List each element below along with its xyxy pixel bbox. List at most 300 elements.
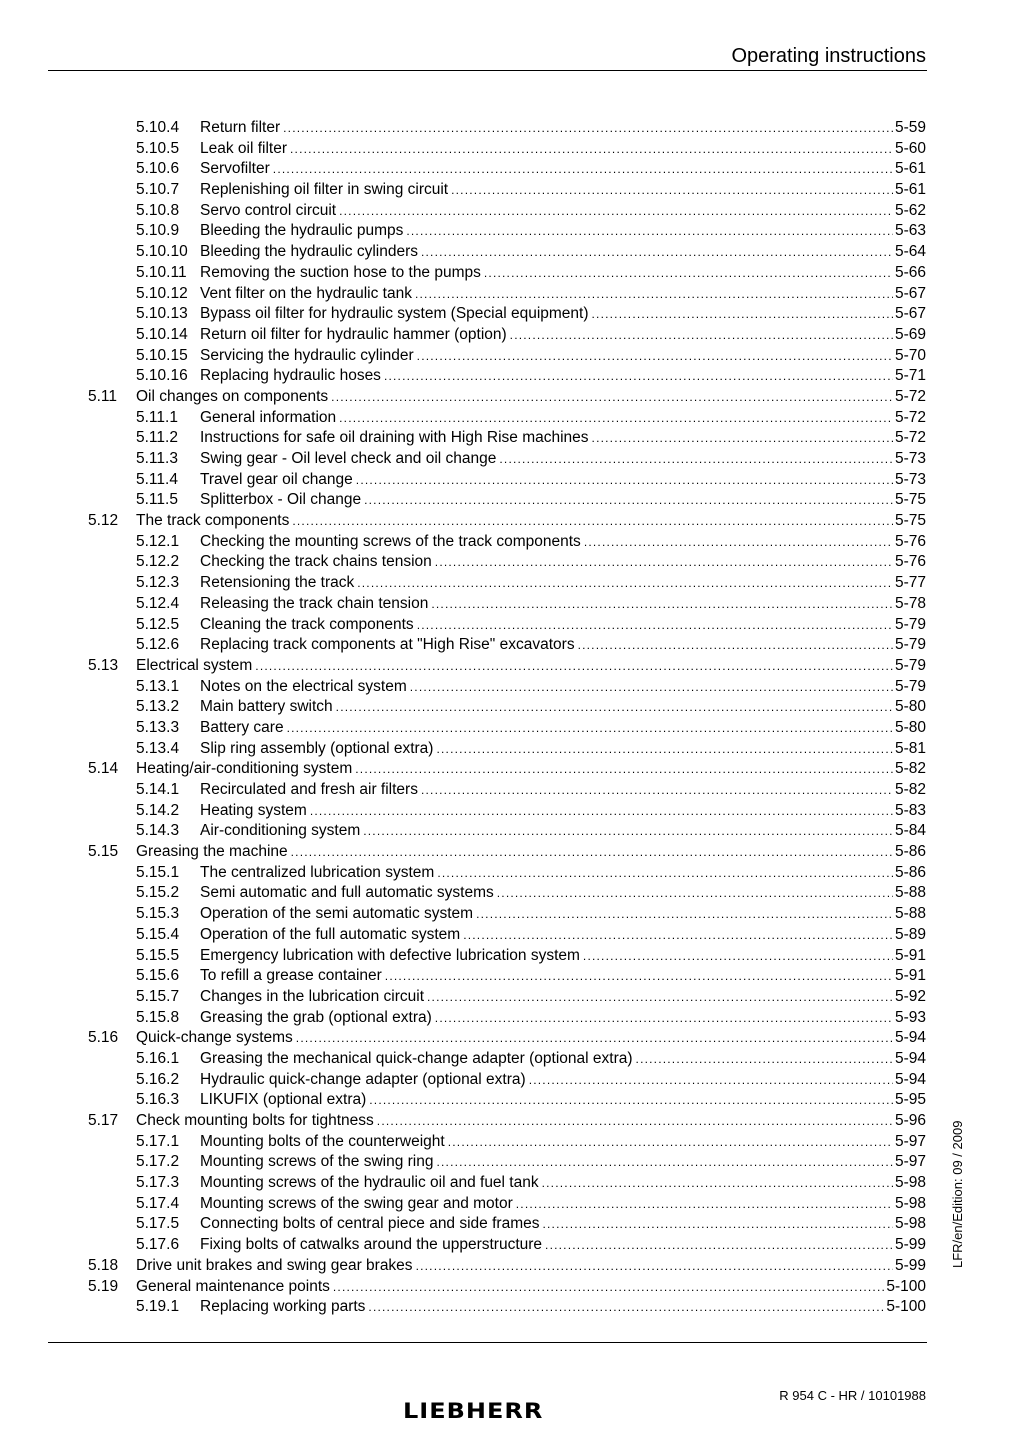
toc-entry-page: 5-99 xyxy=(894,1256,926,1274)
toc-dot-leader xyxy=(415,284,893,305)
toc-entry-number: 5.11.4 xyxy=(136,470,178,488)
toc-entry-title: Replacing working parts xyxy=(200,1298,366,1316)
toc-entry[interactable] xyxy=(0,842,1024,863)
toc-entry[interactable] xyxy=(0,490,1024,511)
toc-entry-number: 5.17.6 xyxy=(136,1236,180,1254)
toc-entry[interactable] xyxy=(0,1194,1024,1215)
header-divider xyxy=(48,70,927,71)
toc-dot-leader xyxy=(427,987,893,1008)
toc-entry-leader-line xyxy=(136,1277,926,1298)
toc-dot-leader xyxy=(421,780,893,801)
toc-entry-title: Hydraulic quick-change adapter (optional extra) xyxy=(200,1070,526,1088)
toc-entry-number: 5.10.6 xyxy=(136,160,180,178)
toc-entry-leader-line xyxy=(200,1297,926,1318)
toc-entry-number: 5.15.4 xyxy=(136,925,180,943)
toc-entry-title: Swing gear - Oil level check and oil change xyxy=(200,450,497,467)
toc-dot-leader xyxy=(355,759,893,780)
toc-entry-title: Check mounting bolts for tightness xyxy=(136,1112,374,1129)
toc-entry-page: 5-76 xyxy=(894,532,926,550)
toc-entry-leader-line xyxy=(200,1132,926,1153)
toc-dot-leader xyxy=(287,718,893,739)
toc-entry-leader-line xyxy=(200,1049,926,1070)
toc-entry-leader-line xyxy=(200,532,926,553)
toc-entry-page: 5-94 xyxy=(894,1049,926,1067)
toc-entry[interactable] xyxy=(0,304,1024,325)
toc-entry-leader-line xyxy=(200,408,926,429)
toc-dot-leader xyxy=(542,1173,893,1194)
toc-entry[interactable] xyxy=(0,428,1024,449)
toc-entry[interactable] xyxy=(0,1214,1024,1235)
toc-entry-number: 5.13.1 xyxy=(136,677,180,695)
toc-entry-title: Travel gear oil change xyxy=(200,470,353,488)
toc-entry-title: Drive unit brakes and swing gear brakes xyxy=(136,1256,413,1274)
toc-dot-leader xyxy=(476,904,893,925)
toc-entry-title: Operation of the semi automatic system xyxy=(200,905,474,923)
toc-entry[interactable] xyxy=(0,180,1024,201)
toc-entry-number: 5.15.6 xyxy=(136,967,180,985)
toc-entry-number: 5.13.3 xyxy=(136,718,180,736)
toc-entry-title: Electrical system xyxy=(136,656,253,674)
toc-entry-leader-line xyxy=(200,946,926,967)
toc-entry-leader-line xyxy=(200,263,926,284)
toc-entry[interactable] xyxy=(0,1235,1024,1256)
toc-entry[interactable] xyxy=(0,1070,1024,1091)
toc-dot-leader xyxy=(592,304,893,325)
toc-dot-leader xyxy=(421,242,893,263)
toc-entry[interactable] xyxy=(0,594,1024,615)
toc-entry-title: Operation of the full automatic system xyxy=(200,925,461,943)
toc-entry-page: 5-61 xyxy=(894,181,926,199)
toc-entry-leader-line xyxy=(200,863,926,884)
toc-entry-number: 5.10.12 xyxy=(136,284,188,302)
toc-entry-page: 5-84 xyxy=(894,822,926,840)
toc-entry[interactable] xyxy=(0,573,1024,594)
toc-entry-number: 5.14.2 xyxy=(136,801,180,819)
toc-entry-title: Servo control circuit xyxy=(200,201,337,219)
toc-dot-leader xyxy=(499,449,893,470)
toc-entry-title: Checking the mounting screws of the track components xyxy=(200,532,581,550)
toc-entry-page: 5-81 xyxy=(894,739,926,757)
toc-entry-page: 5-71 xyxy=(894,367,926,385)
toc-entry-title: Mounting screws of the swing gear and motor xyxy=(200,1194,513,1212)
toc-entry[interactable] xyxy=(0,987,1024,1008)
toc-entry-page: 5-72 xyxy=(894,408,926,426)
toc-entry[interactable] xyxy=(0,946,1024,967)
toc-dot-leader xyxy=(283,118,893,139)
toc-dot-leader xyxy=(636,1049,893,1070)
toc-entry-leader-line xyxy=(200,594,926,615)
toc-entry-leader-line xyxy=(200,449,926,470)
toc-entry-title: Battery care xyxy=(200,718,284,736)
toc-entry[interactable] xyxy=(0,821,1024,842)
toc-entry-leader-line xyxy=(136,759,926,780)
toc-entry[interactable] xyxy=(0,118,1024,139)
toc-dot-leader xyxy=(416,1256,893,1277)
toc-entry[interactable] xyxy=(0,1132,1024,1153)
toc-entry-number: 5.15.1 xyxy=(136,863,180,881)
toc-entry-title: Retensioning the track xyxy=(200,574,355,592)
toc-entry-page: 5-60 xyxy=(894,139,926,157)
toc-entry-page: 5-80 xyxy=(894,718,926,736)
toc-entry-page: 5-92 xyxy=(894,987,926,1005)
toc-entry-title: Slip ring assembly (optional extra) xyxy=(200,739,434,757)
toc-entry-leader-line xyxy=(200,1090,926,1111)
toc-entry-leader-line xyxy=(200,883,926,904)
toc-entry-leader-line xyxy=(136,656,926,677)
toc-entry-page: 5-64 xyxy=(894,243,926,261)
toc-entry[interactable] xyxy=(0,325,1024,346)
toc-entry[interactable] xyxy=(0,635,1024,656)
toc-dot-leader xyxy=(417,615,893,636)
toc-entry-title: Bypass oil filter for hydraulic system (Special equipment) xyxy=(200,305,589,323)
toc-entry-page: 5-75 xyxy=(894,512,926,530)
toc-dot-leader xyxy=(463,925,893,946)
toc-entry[interactable] xyxy=(0,532,1024,553)
toc-dot-leader xyxy=(406,221,893,242)
toc-dot-leader xyxy=(339,408,893,429)
toc-entry[interactable] xyxy=(0,697,1024,718)
toc-entry-number: 5.18 xyxy=(88,1256,119,1274)
toc-entry-leader-line xyxy=(200,428,926,449)
toc-entry-number: 5.11.5 xyxy=(136,491,178,509)
model-code: R 954 C - HR / 10101988 xyxy=(779,1388,926,1403)
toc-dot-leader xyxy=(368,1297,884,1318)
toc-entry[interactable] xyxy=(0,883,1024,904)
toc-entry-number: 5.17.4 xyxy=(136,1194,180,1212)
toc-entry[interactable] xyxy=(0,677,1024,698)
toc-entry-page: 5-77 xyxy=(894,574,926,592)
toc-entry-title: Replacing hydraulic hoses xyxy=(200,367,381,385)
toc-entry-leader-line xyxy=(200,1214,926,1235)
toc-entry-leader-line xyxy=(200,615,926,636)
toc-entry-leader-line xyxy=(200,470,926,491)
toc-entry-number: 5.12 xyxy=(88,512,119,530)
toc-entry-title: Quick-change systems xyxy=(136,1029,293,1047)
toc-dot-leader xyxy=(363,821,893,842)
toc-entry[interactable] xyxy=(0,242,1024,263)
toc-entry-leader-line xyxy=(200,904,926,925)
toc-dot-leader xyxy=(357,573,893,594)
toc-entry[interactable] xyxy=(0,1277,1024,1298)
toc-entry-title: Notes on the electrical system xyxy=(200,677,407,695)
toc-entry-leader-line xyxy=(200,925,926,946)
toc-entry-page: 5-98 xyxy=(894,1174,926,1192)
toc-entry-leader-line xyxy=(200,284,926,305)
toc-entry-page: 5-72 xyxy=(894,429,926,447)
toc-entry-page: 5-79 xyxy=(894,636,926,654)
toc-dot-leader xyxy=(290,139,893,160)
toc-entry-number: 5.19 xyxy=(88,1277,119,1295)
toc-entry[interactable] xyxy=(0,263,1024,284)
toc-entry-leader-line xyxy=(200,1173,926,1194)
toc-entry-leader-line xyxy=(200,1235,926,1256)
toc-entry-leader-line xyxy=(200,139,926,160)
toc-entry-number: 5.12.6 xyxy=(136,636,180,654)
toc-entry-number: 5.10.15 xyxy=(136,346,188,364)
toc-entry-title: Semi automatic and full automatic systems xyxy=(200,884,494,902)
toc-entry-title: General maintenance points xyxy=(136,1277,330,1295)
toc-entry[interactable] xyxy=(0,470,1024,491)
toc-entry-page: 5-100 xyxy=(886,1277,926,1295)
toc-entry[interactable] xyxy=(0,511,1024,532)
toc-dot-leader xyxy=(583,946,893,967)
toc-entry-number: 5.12.3 xyxy=(136,574,180,592)
toc-entry-leader-line xyxy=(136,1028,926,1049)
toc-entry-number: 5.15 xyxy=(88,843,119,861)
toc-entry-page: 5-59 xyxy=(894,119,926,136)
toc-entry-title: Fixing bolts of catwalks around the upperstructure xyxy=(200,1236,543,1254)
toc-entry-title: Leak oil filter xyxy=(200,139,288,157)
toc-entry[interactable] xyxy=(0,1256,1024,1277)
toc-dot-leader xyxy=(436,739,893,760)
toc-entry-page: 5-79 xyxy=(894,677,926,695)
toc-entry-page: 5-95 xyxy=(894,1091,926,1109)
toc-entry-leader-line xyxy=(200,242,926,263)
toc-entry-number: 5.11.1 xyxy=(136,408,178,426)
toc-entry[interactable] xyxy=(0,863,1024,884)
toc-entry-title: Emergency lubrication with defective lubrication system xyxy=(200,946,580,964)
toc-entry-leader-line xyxy=(136,842,926,863)
toc-entry-page: 5-78 xyxy=(894,594,926,612)
toc-entry-title: Main battery switch xyxy=(200,698,333,716)
toc-dot-leader xyxy=(291,842,893,863)
toc-entry-title: Return oil filter for hydraulic hammer (option) xyxy=(200,325,507,343)
toc-dot-leader xyxy=(484,263,893,284)
toc-dot-leader xyxy=(435,1008,893,1029)
toc-dot-leader xyxy=(431,594,893,615)
toc-entry[interactable] xyxy=(0,925,1024,946)
toc-entry-leader-line xyxy=(200,552,926,573)
toc-dot-leader xyxy=(331,387,893,408)
toc-entry[interactable] xyxy=(0,366,1024,387)
toc-dot-leader xyxy=(578,635,893,656)
toc-dot-leader xyxy=(516,1194,893,1215)
toc-entry[interactable] xyxy=(0,1090,1024,1111)
toc-entry[interactable] xyxy=(0,1297,1024,1318)
toc-entry-number: 5.13 xyxy=(88,656,119,674)
toc-entry-page: 5-97 xyxy=(894,1132,926,1150)
toc-entry-number: 5.11.3 xyxy=(136,450,178,467)
toc-entry-page: 5-94 xyxy=(894,1029,926,1047)
toc-entry-leader-line xyxy=(136,1111,926,1132)
toc-entry-page: 5-88 xyxy=(894,905,926,923)
toc-entry-number: 5.11 xyxy=(88,387,118,405)
toc-entry-number: 5.10.16 xyxy=(136,367,188,385)
footer-divider xyxy=(48,1342,927,1343)
toc-dot-leader xyxy=(584,532,893,553)
toc-entry[interactable] xyxy=(0,1111,1024,1132)
toc-entry-number: 5.15.8 xyxy=(136,1008,180,1026)
toc-entry-title: Air-conditioning system xyxy=(200,822,361,840)
toc-entry-title: Mounting screws of the hydraulic oil and fuel tank xyxy=(200,1174,539,1192)
toc-entry-title: The track components xyxy=(136,512,290,530)
toc-entry-leader-line xyxy=(200,490,926,511)
toc-entry-page: 5-98 xyxy=(894,1194,926,1212)
toc-entry-leader-line xyxy=(200,118,926,139)
toc-entry-page: 5-82 xyxy=(894,760,926,778)
toc-entry-title: Removing the suction hose to the pumps xyxy=(200,263,481,281)
toc-entry-leader-line xyxy=(200,1008,926,1029)
toc-entry-page: 5-80 xyxy=(894,698,926,716)
toc-entry[interactable] xyxy=(0,739,1024,760)
toc-entry[interactable] xyxy=(0,615,1024,636)
toc-entry-number: 5.13.4 xyxy=(136,739,180,757)
toc-entry[interactable] xyxy=(0,139,1024,160)
toc-dot-leader xyxy=(545,1235,893,1256)
toc-entry-page: 5-86 xyxy=(894,863,926,881)
page-header-title: Operating instructions xyxy=(731,45,926,67)
toc-entry-title: Recirculated and fresh air filters xyxy=(200,781,418,798)
toc-entry[interactable] xyxy=(0,221,1024,242)
toc-dot-leader xyxy=(592,428,893,449)
toc-entry-title: Bleeding the hydraulic pumps xyxy=(200,222,404,240)
toc-entry-leader-line xyxy=(200,677,926,698)
toc-dot-leader xyxy=(364,490,893,511)
toc-dot-leader xyxy=(451,180,893,201)
toc-entry-title: Cleaning the track components xyxy=(200,615,414,633)
toc-entry-page: 5-63 xyxy=(894,222,926,240)
toc-entry-leader-line xyxy=(200,635,926,656)
toc-dot-leader xyxy=(417,346,893,367)
toc-entry-leader-line xyxy=(200,180,926,201)
toc-entry-number: 5.10.10 xyxy=(136,243,188,261)
toc-dot-leader xyxy=(384,366,893,387)
toc-entry-page: 5-67 xyxy=(894,305,926,323)
toc-entry-leader-line xyxy=(136,1256,926,1277)
toc-entry[interactable] xyxy=(0,1008,1024,1029)
toc-entry-title: To refill a grease container xyxy=(200,967,382,985)
toc-dot-leader xyxy=(437,863,893,884)
toc-entry-title: Heating system xyxy=(200,801,307,819)
toc-entry-number: 5.15.7 xyxy=(136,987,180,1005)
toc-entry-title: Greasing the mechanical quick-change adapter (optional extra) xyxy=(200,1049,633,1067)
toc-entry[interactable] xyxy=(0,284,1024,305)
toc-entry-leader-line xyxy=(200,221,926,242)
toc-entry-title: LIKUFIX (optional extra) xyxy=(200,1091,367,1109)
toc-entry[interactable] xyxy=(0,801,1024,822)
toc-entry-number: 5.14.1 xyxy=(136,781,180,798)
toc-dot-leader xyxy=(255,656,893,677)
toc-entry-number: 5.15.5 xyxy=(136,946,180,964)
toc-entry-page: 5-79 xyxy=(894,615,926,633)
toc-entry-leader-line xyxy=(200,304,926,325)
toc-entry-title: Oil changes on components xyxy=(136,387,329,405)
toc-entry[interactable] xyxy=(0,449,1024,470)
toc-entry-title: Servofilter xyxy=(200,160,270,178)
toc-entry[interactable] xyxy=(0,1049,1024,1070)
toc-dot-leader xyxy=(356,470,893,491)
toc-entry-title: General information xyxy=(200,408,337,426)
toc-entry[interactable] xyxy=(0,966,1024,987)
toc-entry-number: 5.15.3 xyxy=(136,905,180,923)
table-of-contents xyxy=(0,118,1024,1318)
toc-entry-leader-line xyxy=(200,780,926,801)
toc-entry-number: 5.17.1 xyxy=(136,1132,180,1150)
toc-entry-page: 5-93 xyxy=(894,1008,926,1026)
toc-entry-title: Greasing the machine xyxy=(136,843,288,861)
toc-entry-number: 5.10.7 xyxy=(136,181,180,199)
toc-entry[interactable] xyxy=(0,1173,1024,1194)
toc-dot-leader xyxy=(339,201,893,222)
toc-entry-number: 5.10.14 xyxy=(136,325,188,343)
toc-entry-page: 5-62 xyxy=(894,201,926,219)
toc-entry-number: 5.13.2 xyxy=(136,698,180,716)
toc-entry[interactable] xyxy=(0,387,1024,408)
toc-entry-number: 5.10.8 xyxy=(136,201,180,219)
toc-dot-leader xyxy=(542,1214,892,1235)
toc-entry[interactable] xyxy=(0,346,1024,367)
toc-entry-title: Replenishing oil filter in swing circuit xyxy=(200,181,449,199)
toc-entry-title: Changes in the lubrication circuit xyxy=(200,987,425,1005)
toc-entry-number: 5.10.5 xyxy=(136,139,180,157)
toc-entry-leader-line xyxy=(200,718,926,739)
toc-entry-number: 5.10.11 xyxy=(136,263,187,281)
toc-entry-page: 5-67 xyxy=(894,284,926,302)
toc-entry[interactable] xyxy=(0,1028,1024,1049)
edition-note: LFR/en/Edition: 09 / 2009 xyxy=(950,1120,965,1268)
toc-entry-leader-line xyxy=(136,511,926,532)
toc-entry-page: 5-73 xyxy=(894,450,926,467)
toc-entry-number: 5.15.2 xyxy=(136,884,180,902)
toc-entry-page: 5-69 xyxy=(894,325,926,343)
toc-entry[interactable] xyxy=(0,718,1024,739)
toc-dot-leader xyxy=(385,966,893,987)
toc-entry-number: 5.12.2 xyxy=(136,553,180,571)
toc-entry-number: 5.17.3 xyxy=(136,1174,180,1192)
toc-entry-number: 5.16.2 xyxy=(136,1070,180,1088)
toc-entry-page: 5-86 xyxy=(894,843,926,861)
toc-entry[interactable] xyxy=(0,552,1024,573)
toc-entry-leader-line xyxy=(200,201,926,222)
toc-dot-leader xyxy=(336,697,893,718)
toc-entry-title: Mounting screws of the swing ring xyxy=(200,1153,434,1171)
toc-entry-title: Greasing the grab (optional extra) xyxy=(200,1008,432,1026)
toc-dot-leader xyxy=(435,552,893,573)
toc-entry[interactable] xyxy=(0,904,1024,925)
toc-entry-page: 5-75 xyxy=(894,491,926,509)
toc-entry-title: Return filter xyxy=(200,119,281,136)
toc-dot-leader xyxy=(310,801,893,822)
toc-entry-number: 5.11.2 xyxy=(136,429,178,447)
toc-entry-number: 5.12.4 xyxy=(136,594,180,612)
toc-dot-leader xyxy=(333,1277,884,1298)
toc-entry-page: 5-73 xyxy=(894,470,926,488)
toc-entry[interactable] xyxy=(0,201,1024,222)
toc-entry-page: 5-91 xyxy=(894,946,926,964)
toc-entry[interactable] xyxy=(0,759,1024,780)
toc-entry[interactable] xyxy=(0,159,1024,180)
toc-entry-leader-line xyxy=(200,987,926,1008)
toc-entry-title: The centralized lubrication system xyxy=(200,863,435,881)
toc-entry-page: 5-79 xyxy=(894,656,926,674)
toc-dot-leader xyxy=(292,511,893,532)
toc-entry-leader-line xyxy=(200,697,926,718)
toc-entry-page: 5-61 xyxy=(894,160,926,178)
toc-entry[interactable] xyxy=(0,408,1024,429)
toc-entry-page: 5-94 xyxy=(894,1070,926,1088)
toc-entry[interactable] xyxy=(0,656,1024,677)
toc-entry-leader-line xyxy=(200,1070,926,1091)
toc-entry[interactable] xyxy=(0,780,1024,801)
toc-dot-leader xyxy=(529,1070,893,1091)
toc-entry-title: Connecting bolts of central piece and side frames xyxy=(200,1215,540,1233)
toc-entry-page: 5-96 xyxy=(894,1112,926,1129)
toc-entry-number: 5.19.1 xyxy=(136,1298,180,1316)
toc-entry-number: 5.16.1 xyxy=(136,1049,180,1067)
toc-entry-leader-line xyxy=(200,1152,926,1173)
toc-entry-page: 5-76 xyxy=(894,553,926,571)
toc-entry[interactable] xyxy=(0,1152,1024,1173)
